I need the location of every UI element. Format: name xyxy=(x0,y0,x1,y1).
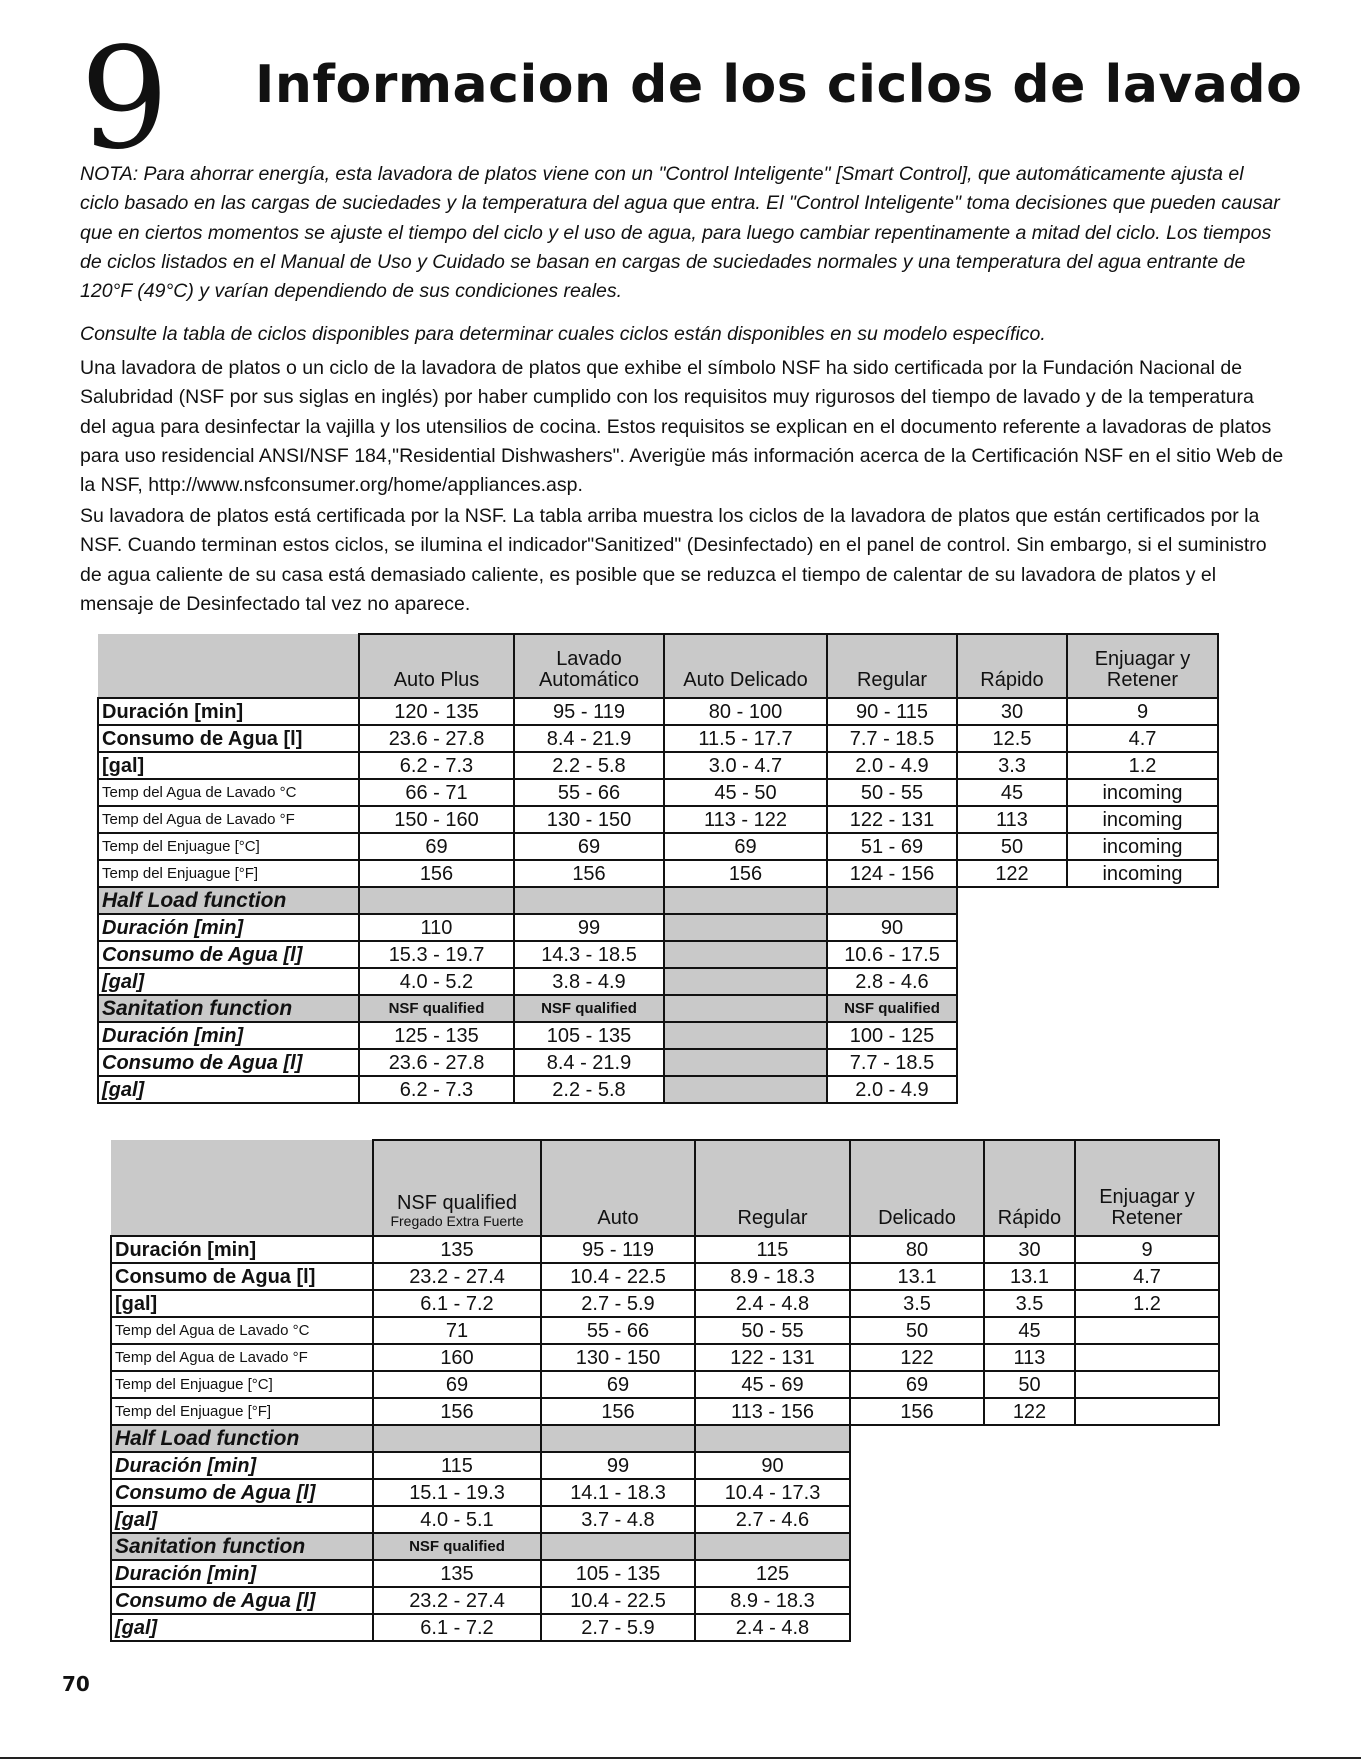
table-cell: 135 xyxy=(373,1560,541,1587)
table-row xyxy=(98,833,1218,860)
row-label: Duración [min] xyxy=(98,914,359,941)
table-cell: 13.1 xyxy=(850,1263,984,1290)
shaded-cell xyxy=(695,1533,850,1560)
column-header: Enjuagar y Retener xyxy=(1067,634,1218,698)
table-row xyxy=(111,1506,1219,1533)
table-cell: 99 xyxy=(514,914,664,941)
column-header: Auto xyxy=(541,1140,695,1236)
row-label: Temp del Enjuague [°C] xyxy=(98,833,359,860)
table-cell: 2.2 - 5.8 xyxy=(514,1076,664,1103)
section-title: Sanitation function xyxy=(98,995,359,1022)
column-header: Lavado Automático xyxy=(514,634,664,698)
column-header: Regular xyxy=(827,634,957,698)
table-cell: 156 xyxy=(664,860,827,887)
table-cell: 3.7 - 4.8 xyxy=(541,1506,695,1533)
table-cell: 105 - 135 xyxy=(541,1560,695,1587)
table-cell: 95 - 119 xyxy=(541,1236,695,1263)
table-row xyxy=(111,1290,1219,1317)
table-cell: 14.1 - 18.3 xyxy=(541,1479,695,1506)
table-row xyxy=(98,1076,1218,1103)
shaded-cell xyxy=(664,995,827,1022)
row-label: Consumo de Agua [l] xyxy=(98,725,359,752)
table-cell: 11.5 - 17.7 xyxy=(664,725,827,752)
bottom-rule xyxy=(0,1757,1361,1759)
table-cell: 2.7 - 5.9 xyxy=(541,1290,695,1317)
row-label: Consumo de Agua [l] xyxy=(98,941,359,968)
table-cell: 69 xyxy=(373,1371,541,1398)
table-cell: 10.4 - 22.5 xyxy=(541,1263,695,1290)
header-spacer xyxy=(111,1140,373,1236)
table-row xyxy=(111,1587,1219,1614)
table-cell: 8.4 - 21.9 xyxy=(514,1049,664,1076)
shaded-cell xyxy=(827,887,957,914)
table-cell: 3.3 xyxy=(957,752,1067,779)
table-cell xyxy=(1075,1344,1219,1371)
shaded-cell xyxy=(541,1533,695,1560)
table-cell: 51 - 69 xyxy=(827,833,957,860)
table-cell: 66 - 71 xyxy=(359,779,514,806)
column-header: Enjuagar y Retener xyxy=(1075,1140,1219,1236)
table-cell: 124 - 156 xyxy=(827,860,957,887)
shaded-cell xyxy=(359,887,514,914)
table-cell: 15.3 - 19.7 xyxy=(359,941,514,968)
table-cell: 1.2 xyxy=(1067,752,1218,779)
row-label: [gal] xyxy=(111,1290,373,1317)
table-cell: 69 xyxy=(850,1371,984,1398)
table-cell: 6.2 - 7.3 xyxy=(359,1076,514,1103)
table-cell: 122 xyxy=(850,1344,984,1371)
section-title: Half Load function xyxy=(98,887,359,914)
table-row xyxy=(111,1236,1219,1263)
column-header: Auto Delicado xyxy=(664,634,827,698)
section-title: Sanitation function xyxy=(111,1533,373,1560)
table-cell: 55 - 66 xyxy=(541,1317,695,1344)
table-cell: incoming xyxy=(1067,833,1218,860)
nsf-paragraph-2: Su lavadora de platos está certificada por la NSF. La tabla arriba muestra los ciclos de la lavadora de platos que están certificados por la NSF. Cuando terminan estos ciclos, se ilumina el indicador"Sanitized" (Desinfectado) en el panel de control. Sin embargo, si el suministro de agua caliente de su casa está demasiado caliente, es posible que se reduzca el tiempo de calentar de su lavadora de platos y el mensaje de Desinfectado tal vez no aparece. xyxy=(80,505,1267,615)
table-cell: 23.2 - 27.4 xyxy=(373,1587,541,1614)
shaded-cell xyxy=(664,914,827,941)
table-cell: 156 xyxy=(850,1398,984,1425)
table-cell: 4.0 - 5.1 xyxy=(373,1506,541,1533)
table-row xyxy=(111,1344,1219,1371)
table-row xyxy=(98,1022,1218,1049)
shaded-cell xyxy=(373,1425,541,1452)
table-cell: 90 xyxy=(695,1452,850,1479)
table-cell: 69 xyxy=(541,1371,695,1398)
table-row xyxy=(98,806,1218,833)
table-row xyxy=(98,698,1218,725)
table-cell: 125 xyxy=(695,1560,850,1587)
table-cell: 90 xyxy=(827,914,957,941)
nsf-qualified-badge: NSF qualified xyxy=(359,995,514,1022)
table-cell: 156 xyxy=(541,1398,695,1425)
cycle-table-2 xyxy=(110,1139,1220,1642)
table-cell: 90 - 115 xyxy=(827,698,957,725)
table-row xyxy=(111,1398,1219,1425)
table-cell: 3.5 xyxy=(984,1290,1075,1317)
column-header: Auto Plus xyxy=(359,634,514,698)
table-cell xyxy=(1075,1371,1219,1398)
table-cell: 95 - 119 xyxy=(514,698,664,725)
table-cell: 3.8 - 4.9 xyxy=(514,968,664,995)
table-cell: 23.6 - 27.8 xyxy=(359,725,514,752)
table-cell: 160 xyxy=(373,1344,541,1371)
nsf-qualified-badge: NSF qualified xyxy=(827,995,957,1022)
column-header: Regular xyxy=(695,1140,850,1236)
row-label: Consumo de Agua [l] xyxy=(111,1479,373,1506)
table-cell: 135 xyxy=(373,1236,541,1263)
table-row xyxy=(98,860,1218,887)
table-row xyxy=(111,1479,1219,1506)
table-cell: 10.6 - 17.5 xyxy=(827,941,957,968)
table-cell: 71 xyxy=(373,1317,541,1344)
row-label: [gal] xyxy=(98,1076,359,1103)
table-cell: 2.7 - 4.6 xyxy=(695,1506,850,1533)
table-cell: 8.4 - 21.9 xyxy=(514,725,664,752)
table-cell: 4.0 - 5.2 xyxy=(359,968,514,995)
row-label: Consumo de Agua [l] xyxy=(98,1049,359,1076)
table-cell: 15.1 - 19.3 xyxy=(373,1479,541,1506)
shaded-cell xyxy=(664,941,827,968)
table-cell: 130 - 150 xyxy=(541,1344,695,1371)
table-cell: 9 xyxy=(1067,698,1218,725)
table-cell: 120 - 135 xyxy=(359,698,514,725)
table-cell: 156 xyxy=(514,860,664,887)
table-row xyxy=(98,941,1218,968)
table-cell: 2.8 - 4.6 xyxy=(827,968,957,995)
table-cell: 105 - 135 xyxy=(514,1022,664,1049)
column-header-main: NSF qualified xyxy=(396,1192,518,1214)
table-cell: 12.5 xyxy=(957,725,1067,752)
note-paragraph: NOTA: Para ahorrar energía, esta lavadora de platos viene con un "Control Inteligente" [Smart Control], que automáticamente ajusta el ciclo basado en las cargas de suciedades y la temperatura del agua que entra. El "Control Inteligente" toma decisiones que pueden causar que en ciertos momentos se ajuste el tiempo del ciclo y el uso de agua, para luego cambiar repentinamente a mitad del ciclo. Los tiempos de ciclos listados en el Manual de Uso y Cuidado se basan en cargas de suciedades normales y una temperatura del agua entrante de 120°F (49°C) y varían dependiendo de sus condiciones reales. xyxy=(80,163,1280,303)
table-cell: 130 - 150 xyxy=(514,806,664,833)
table-cell: 100 - 125 xyxy=(827,1022,957,1049)
table-cell: 113 xyxy=(957,806,1067,833)
shaded-cell xyxy=(541,1425,695,1452)
table-cell: 50 xyxy=(984,1371,1075,1398)
table-cell: 2.2 - 5.8 xyxy=(514,752,664,779)
table-cell: 99 xyxy=(541,1452,695,1479)
table-cell: 6.1 - 7.2 xyxy=(373,1614,541,1641)
row-label: [gal] xyxy=(98,752,359,779)
table-row xyxy=(111,1452,1219,1479)
table-cell: 2.7 - 5.9 xyxy=(541,1614,695,1641)
table-cell: 7.7 - 18.5 xyxy=(827,1049,957,1076)
table-cell: 115 xyxy=(373,1452,541,1479)
row-label: [gal] xyxy=(111,1614,373,1641)
table-cell: 80 xyxy=(850,1236,984,1263)
row-label: Temp del Agua de Lavado °F xyxy=(111,1344,373,1371)
table-cell xyxy=(1075,1398,1219,1425)
row-label: Duración [min] xyxy=(111,1236,373,1263)
table-cell: 7.7 - 18.5 xyxy=(827,725,957,752)
row-label: Duración [min] xyxy=(98,1022,359,1049)
table-cell: 69 xyxy=(514,833,664,860)
table-row xyxy=(111,1317,1219,1344)
chapter-number: 9 xyxy=(80,18,170,181)
table-cell: 125 - 135 xyxy=(359,1022,514,1049)
page-title: Informacion de los ciclos de lavado xyxy=(255,55,1303,115)
table-row xyxy=(111,1263,1219,1290)
table-cell: 8.9 - 18.3 xyxy=(695,1263,850,1290)
table-cell: 4.7 xyxy=(1067,725,1218,752)
shaded-cell xyxy=(664,1076,827,1103)
section-header-row xyxy=(98,995,1218,1022)
table-cell: 45 - 50 xyxy=(664,779,827,806)
row-label: Temp del Enjuague [°F] xyxy=(98,860,359,887)
table-cell: 113 xyxy=(984,1344,1075,1371)
table-cell: 9 xyxy=(1075,1236,1219,1263)
table-cell: 10.4 - 17.3 xyxy=(695,1479,850,1506)
table-cell: 122 xyxy=(957,860,1067,887)
table-cell: 8.9 - 18.3 xyxy=(695,1587,850,1614)
table-cell: 122 - 131 xyxy=(827,806,957,833)
row-label: Duración [min] xyxy=(111,1560,373,1587)
table-cell: 45 xyxy=(984,1317,1075,1344)
shaded-cell xyxy=(664,968,827,995)
table-cell: 110 xyxy=(359,914,514,941)
column-header: Rápido xyxy=(957,634,1067,698)
section-header-row xyxy=(111,1533,1219,1560)
nsf-paragraph-1: Una lavadora de platos o un ciclo de la lavadora de platos que exhibe el símbolo NSF ha sido certificada por la Fundación Nacional de Salubridad (NSF por sus siglas en inglés) por haber cumplido con los requisitos muy rigurosos del tiempo de lavado y de la temperatura del agua para desinfectar la vajilla y los utensilios de cocina. Estos requisitos se explican en el documento referente a lavadoras de platos para uso residencial ANSI/NSF 184,"Residential Dishwashers". Averigüe más información acerca de la Certificación NSF en el sitio Web de la NSF, http://www.nsfconsumer.org/home/appliances.asp. xyxy=(80,357,1284,497)
table-row xyxy=(111,1560,1219,1587)
table-cell: 6.1 - 7.2 xyxy=(373,1290,541,1317)
nsf-qualified-badge: NSF qualified xyxy=(514,995,664,1022)
table-cell: 30 xyxy=(984,1236,1075,1263)
table-row xyxy=(111,1371,1219,1398)
table-cell: 23.2 - 27.4 xyxy=(373,1263,541,1290)
column-header-sub: Fregado Extra Fuerte xyxy=(390,1213,524,1229)
table-row xyxy=(98,1049,1218,1076)
table-row xyxy=(98,779,1218,806)
row-label: Duración [min] xyxy=(111,1452,373,1479)
table-row xyxy=(111,1614,1219,1641)
row-label: [gal] xyxy=(98,968,359,995)
cycle-table-1 xyxy=(97,633,1219,1104)
table-cell: 69 xyxy=(664,833,827,860)
row-label: Temp del Enjuague [°C] xyxy=(111,1371,373,1398)
table-cell: 45 xyxy=(957,779,1067,806)
table-cell: incoming xyxy=(1067,779,1218,806)
row-label: Duración [min] xyxy=(98,698,359,725)
table-cell: 50 xyxy=(957,833,1067,860)
table-cell: 113 - 156 xyxy=(695,1398,850,1425)
table-cell: 156 xyxy=(373,1398,541,1425)
table-cell: 2.4 - 4.8 xyxy=(695,1614,850,1641)
table-cell: incoming xyxy=(1067,806,1218,833)
table-cell: 2.0 - 4.9 xyxy=(827,752,957,779)
table-cell: 3.0 - 4.7 xyxy=(664,752,827,779)
table-cell: 69 xyxy=(359,833,514,860)
table-cell: 55 - 66 xyxy=(514,779,664,806)
page-number: 70 xyxy=(62,1672,90,1696)
table-cell: 23.6 - 27.8 xyxy=(359,1049,514,1076)
table-cell xyxy=(1075,1317,1219,1344)
table-cell: 10.4 - 22.5 xyxy=(541,1587,695,1614)
table-row xyxy=(98,725,1218,752)
table-cell: 2.4 - 4.8 xyxy=(695,1290,850,1317)
column-header: Delicado xyxy=(850,1140,984,1236)
shaded-cell xyxy=(514,887,664,914)
column-header: Rápido xyxy=(984,1140,1075,1236)
table-row xyxy=(98,914,1218,941)
table-cell: 122 - 131 xyxy=(695,1344,850,1371)
table-cell: 3.5 xyxy=(850,1290,984,1317)
section-header-row xyxy=(98,887,1218,914)
row-label: Temp del Enjuague [°F] xyxy=(111,1398,373,1425)
table-cell: 113 - 122 xyxy=(664,806,827,833)
table-cell: 4.7 xyxy=(1075,1263,1219,1290)
shaded-cell xyxy=(664,887,827,914)
header-spacer xyxy=(98,634,359,698)
nsf-qualified-badge: NSF qualified xyxy=(373,1533,541,1560)
table-cell: 13.1 xyxy=(984,1263,1075,1290)
row-label: Temp del Agua de Lavado °C xyxy=(111,1317,373,1344)
table-cell: 50 - 55 xyxy=(695,1317,850,1344)
table-cell: 45 - 69 xyxy=(695,1371,850,1398)
table-cell: 1.2 xyxy=(1075,1290,1219,1317)
table-cell: 80 - 100 xyxy=(664,698,827,725)
table-cell: 122 xyxy=(984,1398,1075,1425)
table-cell: 156 xyxy=(359,860,514,887)
column-header xyxy=(373,1140,541,1236)
table-cell: 115 xyxy=(695,1236,850,1263)
table-cell: 150 - 160 xyxy=(359,806,514,833)
shaded-cell xyxy=(664,1022,827,1049)
consult-paragraph: Consulte la tabla de ciclos disponibles para determinar cuales ciclos están disponibles en su modelo específico. xyxy=(80,323,1046,345)
table-cell: 14.3 - 18.5 xyxy=(514,941,664,968)
row-label: Temp del Agua de Lavado °C xyxy=(98,779,359,806)
table-row xyxy=(98,968,1218,995)
shaded-cell xyxy=(695,1425,850,1452)
table-row xyxy=(98,752,1218,779)
section-title: Half Load function xyxy=(111,1425,373,1452)
table-cell: 50 xyxy=(850,1317,984,1344)
table-cell: 50 - 55 xyxy=(827,779,957,806)
table-cell: 6.2 - 7.3 xyxy=(359,752,514,779)
shaded-cell xyxy=(664,1049,827,1076)
table-cell: 2.0 - 4.9 xyxy=(827,1076,957,1103)
row-label: Temp del Agua de Lavado °F xyxy=(98,806,359,833)
row-label: Consumo de Agua [l] xyxy=(111,1587,373,1614)
table-cell: incoming xyxy=(1067,860,1218,887)
row-label: [gal] xyxy=(111,1506,373,1533)
row-label: Consumo de Agua [l] xyxy=(111,1263,373,1290)
section-header-row xyxy=(111,1425,1219,1452)
table-cell: 30 xyxy=(957,698,1067,725)
